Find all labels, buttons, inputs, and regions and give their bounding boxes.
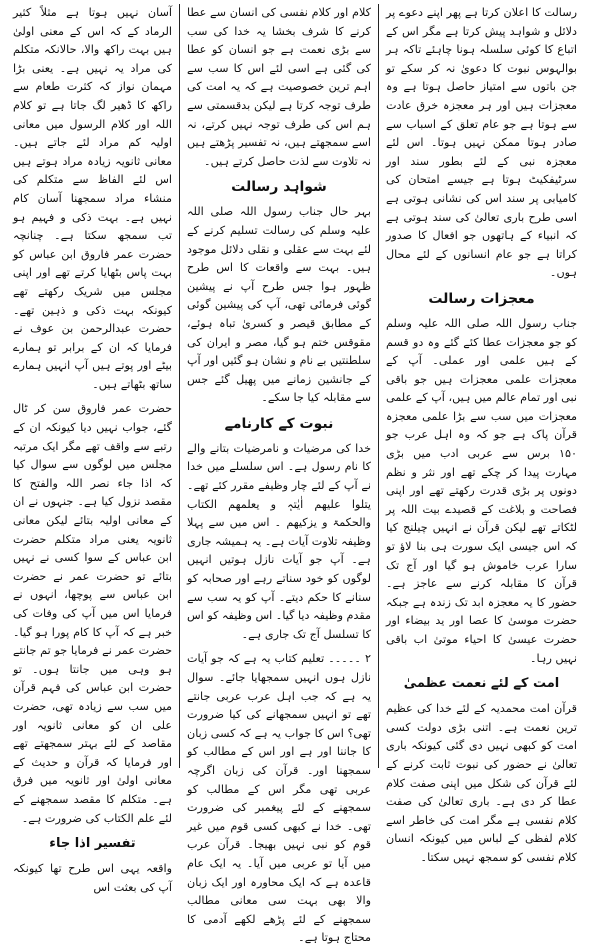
paragraph: جناب رسول اللہ صلی اللہ علیہ وسلم کو جو معجزات عطا کئے گئے وہ دو قسم کے ہیں علمی اور عملی۔ آپ کے معجزات علمی معجزات ہیں جو باقی نبی اور تمام عالم میں ہیں، آپ کے علمی معجزات میں سب سے بڑا علمی معجزہ قرآن پاک ہے جو کہ وہ اہل عرب جو ۱۵۰ برس سے عربی ادب میں بڑی مہارت پیدا کر چکے تھے اور نثر و نظم دونوں پر بڑی قدرت رکھتے تھے اور اپنی فصاحت و بلاغت کے قصیدے بیت اللہ پر لٹکاتے تھے لیکن قرآن نے انہیں چیلنج کیا کہ اس جیسی ایک سورت ہی بنا لاؤ تو سارا عرب خاموش ہو گیا اور آج تک قرآن کا مقابلہ کرنے سے عاجز ہے۔ حضور کا یہ معجزہ ابد تک زندہ ہے جبکہ حضرت موسیٰ کا عصا اور ید بیضاء اور حضرت عیسیٰ کا احیاء موتیٰ اب باقی نہیں رہا۔ <box>386 316 577 665</box>
paragraph: حضرت عمر فاروق سن کر ٹال گئے، جواب نہیں دیا کیونکہ ان کے رتبے سے واقف تھے مگر ایک مرتبہ مجلس میں لوگوں سے سوال کیا کہ اذا جاء نصر اللہ والفتح کا مقصد نزول کیا ہے۔ جنہوں نے ان کے معانی اولیہ بتائے لیکن معانی ثانویہ یعنی مراد متکلم حضرت ابن عباس کے سوا کسی نے نہیں بتائے تو حضرت عمر نے حضرت ابن عباس سے پوچھا، انہوں نے فرمایا اس میں آپ کی وفات کی خبر ہے کہ آپ کا کام پورا ہو گیا۔ حضرت عمر نے فرمایا جو تم جانتے ہو وہی میں جانتا ہوں۔ تو حضرت ابن عباس کی فہم قرآن میں سب سے زیادہ تھی، حضرت علی ان کو معانی ثانویہ اور مقاصد کے لئے بہتر سمجھتے تھے اور فرمایا کہ قرآن و حدیث کے معانی اولیٰ اور ثانویہ میں فرق ہے۔ متکلم کا مقصد سمجھنے کے لئے علم الکتاب کی ضرورت ہے۔ <box>13 402 172 825</box>
section-heading-tafseer: تفسیر اذا جاء <box>49 836 136 852</box>
paragraph: رسالت کا اعلان کرتا ہے پھر اپنے دعوے پر دلائل و شواہد پیش کرتا ہے مگر اس کے اتباع کا کوئی سلسلہ ہونا چاہئے تاکہ ہر بوالہوس نبوت کا دعویٰ نہ کر سکے تو جن باتوں سے امتیاز حاصل ہوتا ہے وہ معجزات ہیں اور ہر معجزہ خرق عادت سے ہوتا ہے جو عام تعلق کے اسباب سے صادر ہوتا ممکن نہیں ہوتا۔ اس لئے معجزہ نبی کے لئے بطور سند اور سرٹیفکیٹ ہوتا ہے جیسے امتحان کی کامیابی پر سند اس کی نشانی ہوتی ہے اسی طرح باری تعالیٰ کی سند ہوتی ہے کہ انبیاء کے ہاتھوں جو افعال کا صدور کراتا ہے جو عام انسانوں کے لئے محال ہوں۔ <box>386 6 577 280</box>
paragraph: واقعہ یہی اس طرح تھا کیونکہ آپ کی بعثت اس <box>13 862 172 894</box>
left-column <box>6 4 179 894</box>
paragraph: ۲ ۔۔۔۔۔ تعلیم کتاب یہ ہے کہ جو آیات نازل ہوں انہیں سمجھایا جائے۔ سوال یہ ہے کہ جب اہل عرب عربی جانتے تھے تو انہیں سمجھانے کی کیا ضرورت تھی؟ اس کا جواب یہ ہے کہ کسی زبان کا جاننا اور ہے اور اس کے مطالب کو سمجھنا اور۔ قرآن کی زبان اگرچہ عربی تھی مگر اس کے مطالب کو سمجھنے کے لئے پیغمبر کی ضرورت تھی۔ خدا نے کبھی کسی قوم میں غیر قوم کو نبی نہیں بھیجا۔ قرآن عرب میں آیا تو عربی میں آیا۔ یہ ایک عام قاعدہ ہے کہ ایک محاورہ اور ایک زبان والا بھی بہت سی معانی مطالب سمجھنے کے لئے پڑھے لکھے آدمی کا محتاج ہوتا ہے۔ <box>187 652 371 945</box>
right-column <box>379 4 584 864</box>
section-heading-nubuwwat-karname: نبوت کے کارنامے <box>224 415 334 432</box>
section-heading-nemat-uzma: امت کے لئے نعمت عظمیٰ <box>403 676 560 692</box>
paragraph: کلام اور کلام نفسی کی انسان سے عطا کرنے کا شرف بخشا یہ خدا کی سب سے بڑی نعمت ہے جو انسان کو عطا کی گئی ہے اسی لئے اس کا سب سے اہم ترین خصوصیت ہے کہ یہ امت کی طرف توجہ کرتا ہے لیکن بدقسمتی سے ہم اس کی طرف توجہ نہیں کرتے، نہ اسے سمجھتے ہیں، نہ تفسیر پڑھتے ہیں نہ تلاوت سے لذت حاصل کرتے ہیں۔ <box>187 6 371 168</box>
paragraph: بہر حال جناب رسول اللہ صلی اللہ علیہ وسلم کی رسالت تسلیم کرنے کے لئے بہت سے عقلی و نقلی دلائل موجود ہیں۔ بہت سے واقعات کا اس طرح ظہور ہوا جس طرح آپ نے پیشین گوئی فرمائی تھی، آپ کی پیشین گوئی کے مطابق قیصر و کسریٰ تباہ ہوئے، مقوقس ختم ہو گیا، مصر و ایران کی سلطنتیں بے نام و نشان ہو گئیں اور آپ کے جانشین زمانے میں پھیل گئے جس سے مقابلہ کیا جا سکے۔ <box>187 205 371 405</box>
middle-column <box>179 4 379 945</box>
paragraph: آسان نہیں ہوتا ہے مثلاً کثیر الرماد کے کہ اس کے معنی اولیٰ ہیں بہت راکھ والا، حالانکہ متکلم کی مراد یہ نہیں ہے۔ یعنی بڑا مہمان نواز کہ کثرت طعام سے راکھ کا ڈھیر لگ جاتا ہے تو کلام اللہ اور کلام الرسول میں معانی اولیہ کم مراد لئے جاتے ہیں۔ معانی ثانویہ زیادہ مراد ہوتے ہیں اس لئے الفاظ سے متکلم کی منشاء مراد سمجھنا آسان کام نہیں ہے۔ بہت ذکی و فہیم ہو تب سمجھ سکتا ہے۔ چنانچہ حضرت عمر فاروق ابن عباس کو بہت پاس بٹھایا کرتے تھے اور اپنی مجلس میں شریک رکھتے تھے کیونکہ بہت ذکی و ذہین تھے۔ حضرت عبدالرحمن بن عوف نے فرمایا کہ ان کے برابر تو ہمارے بیٹے اور پوتے ہیں آپ انہیں ہمارے ساتھ بٹھاتے ہیں۔ <box>13 6 172 391</box>
paragraph: خدا کی مرضیات و نامرضیات بتانے والے کا نام رسول ہے۔ اس سلسلے میں خدا نے آپ کے لئے چار وظیفے مقرر کئے تھے۔ یتلوا علیھم اٰیٰتہٖ و یعلمھم الکتاب والحکمۃ و یزکیھم ۔ اس میں سے پہلا وظیفہ تلاوت آیات ہے۔ یہ ہمیشہ جاری ہے۔ آپ جو آیات نازل ہوتیں انہیں لوگوں کو خود سناتے رہے اور صحابہ کو سنانے کا حکم دیتے۔ آپ کو یہ سب سے مقدم وظیفہ دیا گیا۔ اس وظیفہ کو اس کا تسلسل آج تک جاری ہے۔ <box>187 441 371 641</box>
section-heading-mojizat-risalat: معجزات رسالت <box>428 290 535 307</box>
paragraph: قرآن امت محمدیہ کے لئے خدا کی عظیم ترین نعمت ہے۔ اتنی بڑی دولت کسی امت کو کبھی نہیں دی گئی کیونکہ باری تعالیٰ نے حضور کی نبوت ثابت کرنے کے لئے قرآن کی شکل میں اپنی صفت کلام عطا کر دی ہے۔ باری تعالیٰ کی صفت کلام نفسی ہے مگر امت کی خاطر اسے کلام لفظی کے لباس میں کیونکہ انسان کلام نفسی کو سمجھ نہیں سکتا۔ <box>386 702 577 864</box>
section-heading-shawahid-risalat: شواہد رسالت <box>231 179 327 196</box>
